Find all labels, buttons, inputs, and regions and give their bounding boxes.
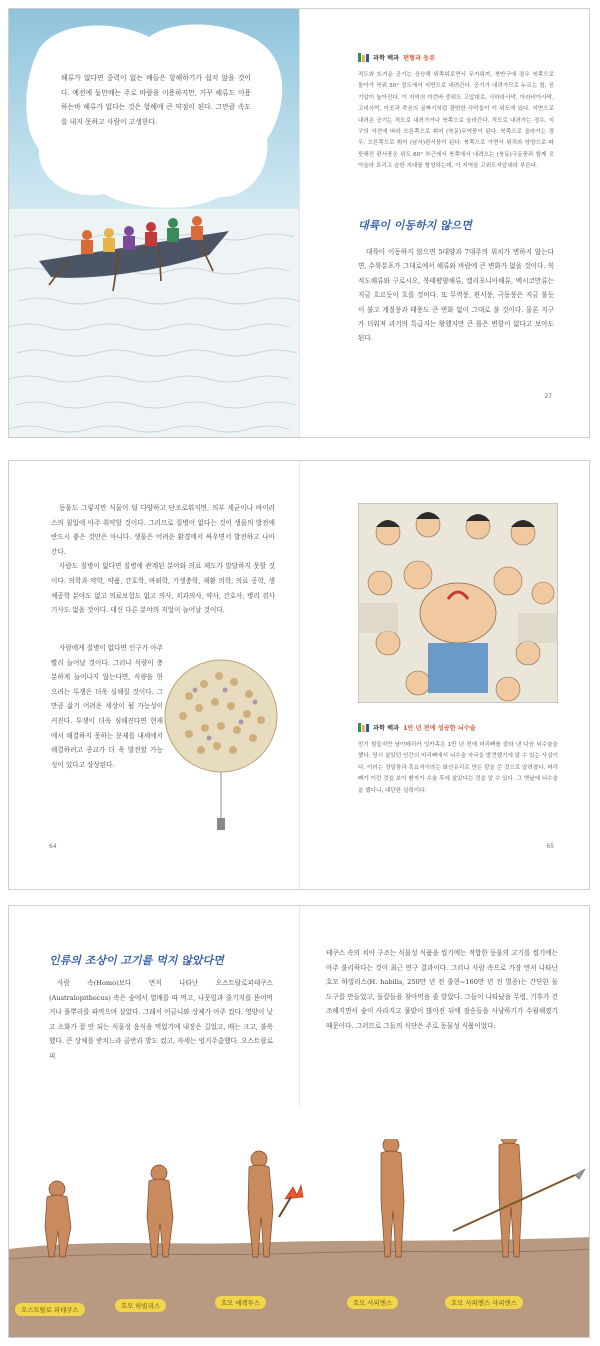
page-number: 27 xyxy=(544,393,552,400)
label-homo-sapiens: 호모 사피엔스 xyxy=(347,1296,398,1309)
book-spread-evolution xyxy=(8,905,590,1338)
box-title-label: 과학 백과 xyxy=(373,55,400,62)
illustration-caption xyxy=(61,71,251,129)
paragraph-3: 사람에게 질병이 없다면 인구가 아주 빨리 늘어날 것이다. 그러나 식량이 충분하게 늘어나지 않는다면, 식량을 얻으려는 투쟁은 더욱 심해질 것이다. 그만큼 삶기 어려운 세상이 될 가능성이 커진다. 투쟁이 더욱 심해진다면 현재에서 해결하지 못하는 문제를 내세에서 해결하려고 종교가 더 욱 발전할 가능성이 있다고 상상된다. xyxy=(51,644,163,769)
box-title-label: 과학 백과 xyxy=(373,725,400,732)
science-box xyxy=(358,723,558,797)
page-number: 65 xyxy=(546,843,554,850)
section-heading: 대륙이 이동하지 않으면 xyxy=(358,219,472,232)
body-column xyxy=(358,245,554,346)
page-65 xyxy=(300,461,590,889)
science-box-title xyxy=(358,53,554,62)
crowd-surgery-illustration xyxy=(358,503,558,703)
crowd-balloon-illustration xyxy=(159,646,289,836)
book-icon xyxy=(358,53,369,62)
label-homo-sapiens-sapiens: 호모 사피엔스 사피엔스 xyxy=(445,1296,523,1309)
box-subtitle: 1만 년 전에 성공한 뇌수술 xyxy=(403,725,476,732)
label-australopithecus: 오스트랄로 피테쿠스 xyxy=(15,1303,85,1316)
section-heading: 인류의 조상이 고기를 먹지 않았다면 xyxy=(49,954,224,967)
page-26-illustration xyxy=(9,9,299,437)
science-box xyxy=(358,53,554,173)
body-text: 사람 속(Homo)보다 먼저 나타난 오스트랄로피테쿠스(Australopithecus) 속은 숲에서 열매를 따 먹고, 나뭇잎과 줄기지를 뜯어먹거나 풀뿌리를 파먹으며 살았다. 그래서 어금니와 상체가 아주 컸다. 영양이 낮고 소화가 잘 안 되는 식물성 음식을 먹었기에 내장은 길었고, 배는 크고, 불룩했다. 큰 상체를 받치느라 골반과 발도 컸고, 자세는 엉거주춤했다. 오스트랄로피 xyxy=(49,979,273,1060)
science-box-title xyxy=(358,723,558,732)
box-text: 믿기 힘들지만 남아메리카 잉카족은 1만 년 전에 머리뼈를 잘라 낸 다음 뇌수술을 했다. 당시 살았던 인간의 머리뼈에서 뇌수술 자국을 발견했기에 알 수 있는 사실이다. 이러는 정밀함과 흑요석이라는 화산유리로 만든 칼을 쓴 것으로 알려졌다. 머리뼈가 이런 것을 보아 환자가 수술 후에 살았다는 것을 알 수 있다. 그 옛날에 뇌수술을 했다니, 대단한 실력이다. xyxy=(358,742,558,794)
book-spread-ocean xyxy=(8,8,590,438)
page-27 xyxy=(300,9,590,437)
page-number: 64 xyxy=(49,843,57,850)
body-column-top xyxy=(51,501,275,618)
book-icon xyxy=(358,723,369,732)
hominin-figures xyxy=(45,1139,585,1257)
box-text: 적도와 뜨거운 공기는 상승해 위쪽위로면서 무거워져, 북반구에 경우 북쪽으로 돌아가 북위 30° 정도에서 지면으로 내려간다. 공기가 내려가므로 누르는 힘, 곧 기압이 높아진다. 이 지역의 이런바 중위도 고압대로, 사하라사막, 아라비아사막, 고비사막, 이곳과 죽음의 골짜기처럼 광범한 사막들이 이 위도에 있다. 지면으로 내려온 공기는 적도로 내려가거나 북쪽으로 올라간다. 적도로 내려가는 경우, 지구의 자전에 따라 오른쪽으로 휘어 (북동)무역풍이 된다. 북쪽으로 올라가는 경우, 오른쪽으로 휘어 (남서)편서풍이 된다. 북쪽으로 가면서 위치와 양양으로 따뜻해진 편서풍은 위도 60° 부근에서 북쪽에서 내려오는 (북동)극동풍과 함께 모아올라 흐리고 습한 지대를 형성하는데, 이 지역을 고위도저압대라 부른다. xyxy=(358,72,554,170)
body-column xyxy=(326,946,558,1034)
box-subtitle: 편형과 동류 xyxy=(403,55,436,62)
paragraph-1: 동물도 그렇지만 식물이 덜 다양하고 단조로워지면, 의부 세균이나 바이러스의 침입에 아주 취약할 것이다. 그러므로 질병이 없다는 것이 생물의 발전에 반드시 좋은 것만은 아니다. 생물은 어려운 환경에서 싸우면서 발전하고 나아간다. xyxy=(51,504,275,556)
label-homo-erectus: 호모 에렉투스 xyxy=(215,1296,266,1309)
homo-erectus-figure xyxy=(248,1151,303,1257)
label-homo-habilis: 호모 하빌리스 xyxy=(115,1299,166,1312)
body-column xyxy=(49,976,273,1064)
caption-text: 해류가 없다면 중력이 없는 배들은 항해하기가 쉽지 않을 것이다. 예전에 돛만배는 주로 바람을 이용하지만, 거꾸 해류도 이용하는바 해류가 없다는 것은 항해에 큰 약점이 된다. 그만큼 속도를 내지 못하고 사람이 고생한다. xyxy=(61,74,251,126)
body-text: 대륙이 이동하지 않으면 5대양과 7대주의 위치가 변하지 않는다면, 수륙분포가 그대로에서 해류와 바람에 큰 변화가 없을 것이다. 북적도해류와 구로시오, 북태평양해류, 캘리포니아해류, 멕시코만류는 지금 흐르듯이 흐를 것이다. 또 무역풍, 편서풍, 극동풍은 지금 불듯이 불고 계절풍과 태풍도 큰 변화 없이 그대로 불 것이다. 물론 지구가 더워져 과거의 특급지는 왕했지만 큰 틀은 변함이 없다고 보아도 된다. xyxy=(358,248,554,343)
page-64 xyxy=(9,461,299,889)
paragraph-2: 사람도 질병이 없다면 질병에 관계된 분야와 의료 제도가 발달하지 못할 것이다. 의학과 약학, 약품, 간호학, 바뢰학, 기생충학, 재활 의학, 의료 공학, 생체공학 분야도 없고 의료보험도 없고 의사, 치과의사, 약사, 간호사, 병리 검사기사도 없을 것이다. 대신 다른 분야의 직업이 늘어날 것이다. xyxy=(51,562,275,615)
book-spread-disease xyxy=(8,460,590,890)
body-column-narrow xyxy=(51,641,163,772)
body-text: 테쿠스 속의 치아 구조는 식물성 식품을 씹기에는 적합한 동물의 고기를 씹기에는 아주 불리하다는 것이 최근 연구 결과이다. 그러나 사람 속으로 가장 먼저 나타난 호모 하빌리스(H. habilis, 250만 년 전 출현~160만 년 전 멸종)는 간단한 돌 도구를 만들었고, 돌칼들을 찾아먹을 줄 알았다. 그들이 나타났을 무렵, 기후가 건조해지면서 숲이 사라지고 풀밭이 많아진 뒤에 짐승들을 사냥하기가 수월해졌기 때문이다. 그러므로 그들의 식단은 주로 동물성 식품이었다. xyxy=(326,949,558,1030)
homo-sapiens-figure xyxy=(381,1139,404,1257)
